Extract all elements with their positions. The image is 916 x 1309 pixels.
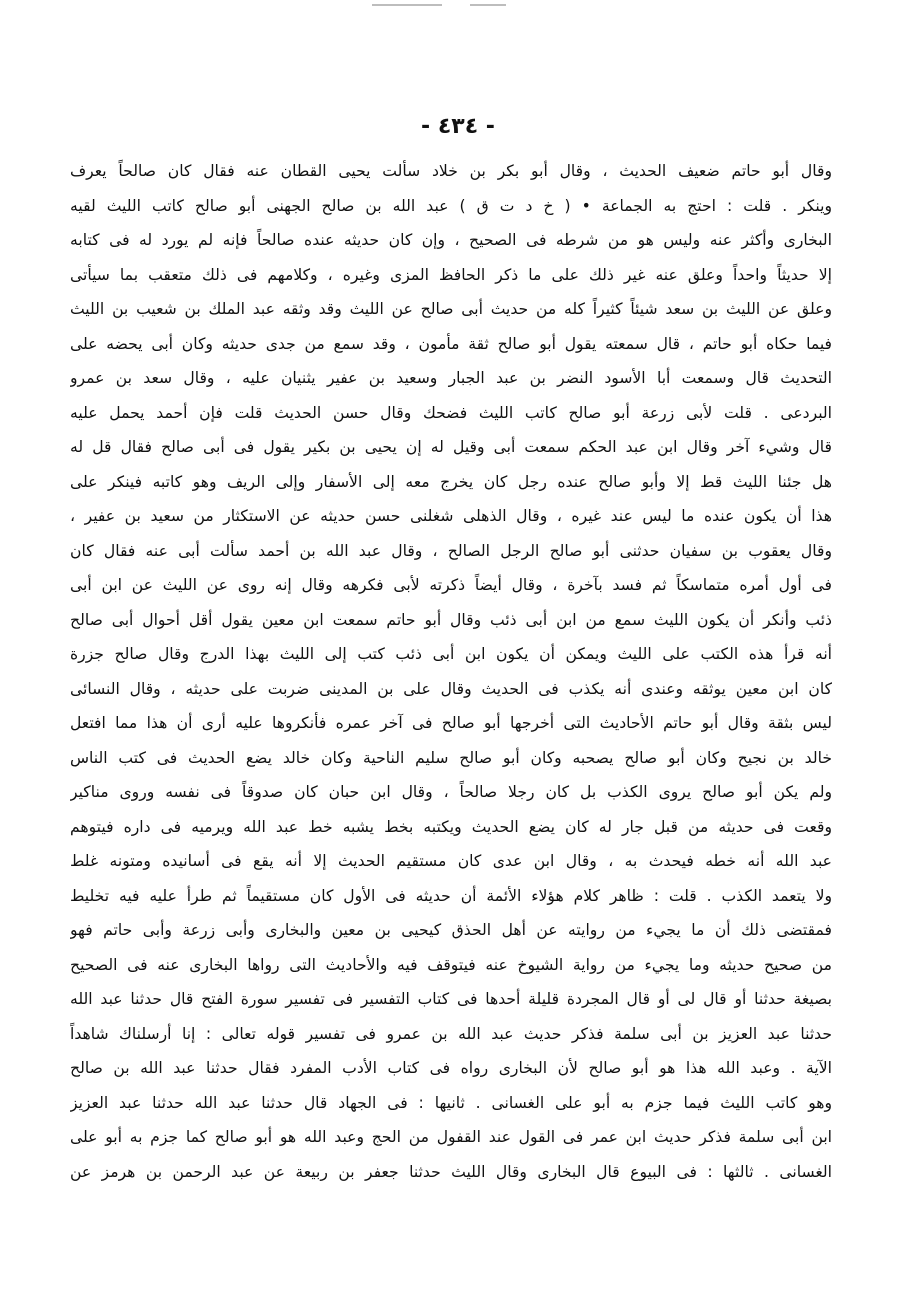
text-line: وقال أبو حاتم ضعيف الحديث ، وقال أبو بكر بن خلاد سألت يحيى القطان عنه فقال كان صالحاً يعرف: [70, 162, 832, 180]
text-line: عبد الله أنه خطه فيحدث به ، وقال ابن عدى كان مستقيم الحديث إلا أنه يقع فى أسانيده ومتونه غلط: [70, 852, 832, 870]
text-line: حدثنا عبد العزيز بن أبى سلمة فذكر حديث عبد الله بن عمرو فى تفسير قوله تعالى : إنا أرسلناك شاهداً: [70, 1024, 832, 1043]
scan-artifact-mark: [470, 4, 506, 6]
text-line: إلا حديثاً واحداً وعلق عنه غير ذلك على ما ذكر الحافظ المزى وغيره ، وكلامهم فى ذلك متعقب بما سيأتى: [70, 265, 832, 284]
text-line: البردعى . قلت لأبى زرعة أبو صالح كاتب الليث فضحك وقال حسن الحديث قلت فإن أحمد يحمل عليه: [70, 403, 832, 422]
page-number: - ٤٣٤ -: [421, 114, 495, 139]
text-line: الغسانى . ثالثها : فى البيوع قال البخارى وقال الليث حدثنا جعفر بن ربيعة عن عبد الرحمن بن هرمز عن: [70, 1162, 832, 1181]
text-line: هذا أن يكون عنده ما ليس عند غيره ، وقال الذهلى شغلنى حسن حديثه عن الاستكثار من سعيد بن عفير ،: [70, 507, 832, 525]
text-line: ولا يتعمد الكذب . قلت : ظاهر كلام هؤلاء الأئمة أن حديثه فى الأول كان مستقيماً ثم طرأ عليه فيه تخليط: [70, 886, 832, 905]
text-line: ولم يكن أبو صالح يروى الكذب بل كان رجلا صالحاً ، وقال ابن حبان كان صدوقاً فى نفسه وروى مناكير: [70, 783, 832, 801]
text-line: وينكر . قلت : احتج به الجماعة • ( خ د ت ق ) عبد الله بن صالح الجهنى أبو صالح كاتب الليث لقيه: [70, 196, 832, 215]
text-line: التحديث قال وسمعت أبا الأسود النضر بن عبد الجبار وسعيد بن عفير يثنيان عليه ، وقال سعد بن عمرو: [70, 369, 832, 387]
text-line: الآية . وعبد الله هذا هو أبو صالح لأن البخارى رواه فى كتاب الأدب المفرد فقال حدثنا عبد الله بن صالح: [70, 1059, 832, 1077]
body-text: [70, 154, 832, 1189]
text-line: من صحيح حديثه وما يجيء من رواية الشيوخ عنه فيتوقف فيه والأحاديث التى رواها البخارى عنه فى الصحيح: [70, 955, 832, 974]
text-line: كان ابن معين يوثقه وعندى أنه يكذب فى الحديث وقال على بن المدينى ضربت على حديثه ، وقال النسائى: [70, 679, 832, 698]
text-line: هل جئنا الليث قط إلا وأبو صالح عنده رجل كان يخرج معه إلى الأسفار وإلى الريف وهو كاتبه فينكر على: [70, 472, 832, 491]
text-line: ابن أبى سلمة فذكر حديث ابن عمر فى القول عند القفول من الحج وعبد الله هو أبو صالح كما جزم به أبو على: [70, 1128, 832, 1146]
text-line: وقعت فى حديثه من قبل جار له كان يضع الحديث ويكتبه بخط يشبه خط عبد الله ويرميه فى داره فيتوهم: [70, 817, 832, 836]
text-line: وعلق عن الليث بن سعد شيئاً كثيراً كله من حديث أبى صالح عن الليث وقد وثقه عبد الملك بن شعيب بن الليث: [70, 300, 832, 318]
scan-artifact-mark: [372, 4, 442, 6]
text-line: فيما حكاه أبو حاتم ، قال سمعته يقول أبو صالح ثقة مأمون ، وقد سمع من جدى حديثه وكان أبى يحضه على: [70, 334, 832, 353]
text-line: وقال يعقوب بن سفيان حدثنى أبو صالح الرجل الصالح ، وقال عبد الله بن أحمد سألت أبى عنه فقال كان: [70, 541, 832, 560]
text-line: ذئب وأنكر أن يكون الليث سمع من ابن أبى ذئب وقال أبو حاتم سمعت ابن معين يقول أقل أحوال أبى صالح: [70, 610, 832, 629]
text-line: فمقتضى ذلك أن ما يجيء من روايته عن أهل الحذق كيحيى بن معين والبخارى وأبى زرعة وأبى حاتم فهو: [70, 921, 832, 939]
text-line: بصيغة حدثنا أو قال لى أو قال المجردة قليلة أحدها فى كتاب التفسير فى تفسير سورة الفتح قال حدثنا عبد الله: [70, 990, 832, 1008]
text-line: قال وشيء آخر وقال ابن عبد الحكم سمعت أبى وقيل له إن يحيى بن بكير يقول فى أبى صالح فقال قل له: [70, 438, 832, 456]
text-line: أنه قرأ هذه الكتب على الليث ويمكن أن يكون ابن أبى ذئب كتب إلى الليث بهذا الدرج وقال صالح جزرة: [70, 645, 832, 663]
text-line: ليس بثقة وقال أبو حاتم الأحاديث التى أخرجها أبو صالح فى آخر عمره فأنكروها عليه أرى أن هذا مما افتعل: [70, 714, 832, 732]
text-line: خالد بن نجيح وكان أبو صالح يصحبه وكان أبو صالح سليم الناحية وكان خالد يضع الحديث فى كتب الناس: [70, 748, 832, 767]
text-line: فى أول أمره متماسكاً ثم فسد بآخرة ، وقال أيضاً ذكرته لأبى فكرهه وقال إنه روى عن الليث عن ابن أبى: [70, 576, 832, 594]
text-line: وهو كاتب الليث فيما جزم به أبو على الغسانى . ثانيها : فى الجهاد قال حدثنا عبد الله حدثنا عبد العزيز: [70, 1093, 832, 1112]
text-line: البخارى وأكثر عنه وليس هو من شرطه فى الصحيح ، وإن كان حديثه عنده صالحاً فإنه لم يورد له فى كتابه: [70, 231, 832, 249]
